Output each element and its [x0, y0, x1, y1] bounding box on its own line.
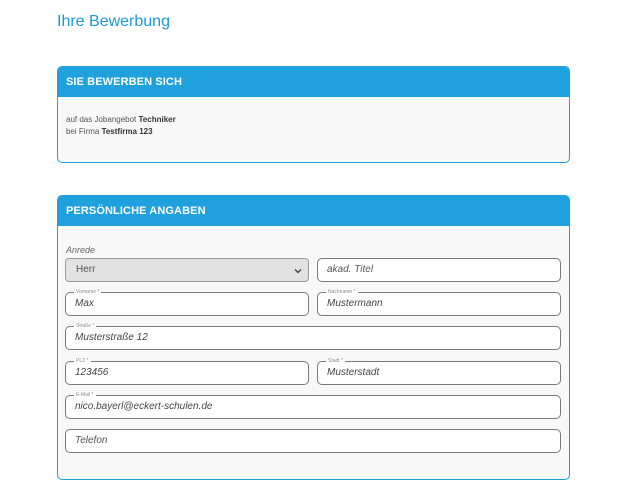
vorname-input[interactable] [65, 289, 309, 316]
company-line [66, 126, 176, 138]
nachname-value: Mustermann [327, 298, 383, 309]
vorname-value: Max [75, 298, 94, 309]
nachname-input[interactable] [317, 289, 561, 316]
titel-input[interactable] [317, 258, 561, 282]
telefon-placeholder: Telefon [75, 435, 108, 446]
strasse-value: Musterstraße 12 [75, 332, 148, 343]
anrede-select[interactable] [65, 258, 309, 282]
apply-panel [57, 66, 570, 163]
telefon-input[interactable] [65, 429, 561, 453]
stadt-label: Stadt * [328, 358, 344, 364]
personal-panel [57, 195, 570, 480]
job-title: Techniker [138, 115, 176, 124]
strasse-label: Straße * [76, 323, 95, 329]
job-info [66, 114, 176, 138]
chevron-down-icon [293, 266, 303, 276]
anrede-label: Anrede [66, 245, 96, 255]
email-input[interactable] [65, 392, 561, 419]
job-line [66, 114, 176, 126]
nachname-label: Nachname * [328, 289, 356, 295]
plz-input[interactable] [65, 358, 309, 385]
email-label: E-Mail * [76, 392, 94, 398]
company-name: Testfirma 123 [101, 127, 153, 136]
personal-panel-header: PERSÖNLICHE ANGABEN [58, 196, 569, 226]
apply-panel-header: SIE BEWERBEN SICH [58, 67, 569, 97]
strasse-input[interactable] [65, 323, 561, 350]
job-line-prefix: auf das Jobangebot [66, 115, 139, 124]
plz-value: 123456 [75, 367, 109, 378]
anrede-value: Herr [76, 264, 96, 275]
email-value: nico.bayerl@eckert-schulen.de [75, 401, 213, 412]
plz-label: PLZ * [76, 358, 89, 364]
stadt-value: Musterstadt [327, 367, 380, 378]
vorname-label: Vorname * [76, 289, 100, 295]
company-line-prefix: bei Firma [66, 127, 102, 136]
stadt-input[interactable] [317, 358, 561, 385]
page-title: Ihre Bewerbung [57, 13, 170, 30]
titel-placeholder: akad. Titel [327, 264, 374, 275]
